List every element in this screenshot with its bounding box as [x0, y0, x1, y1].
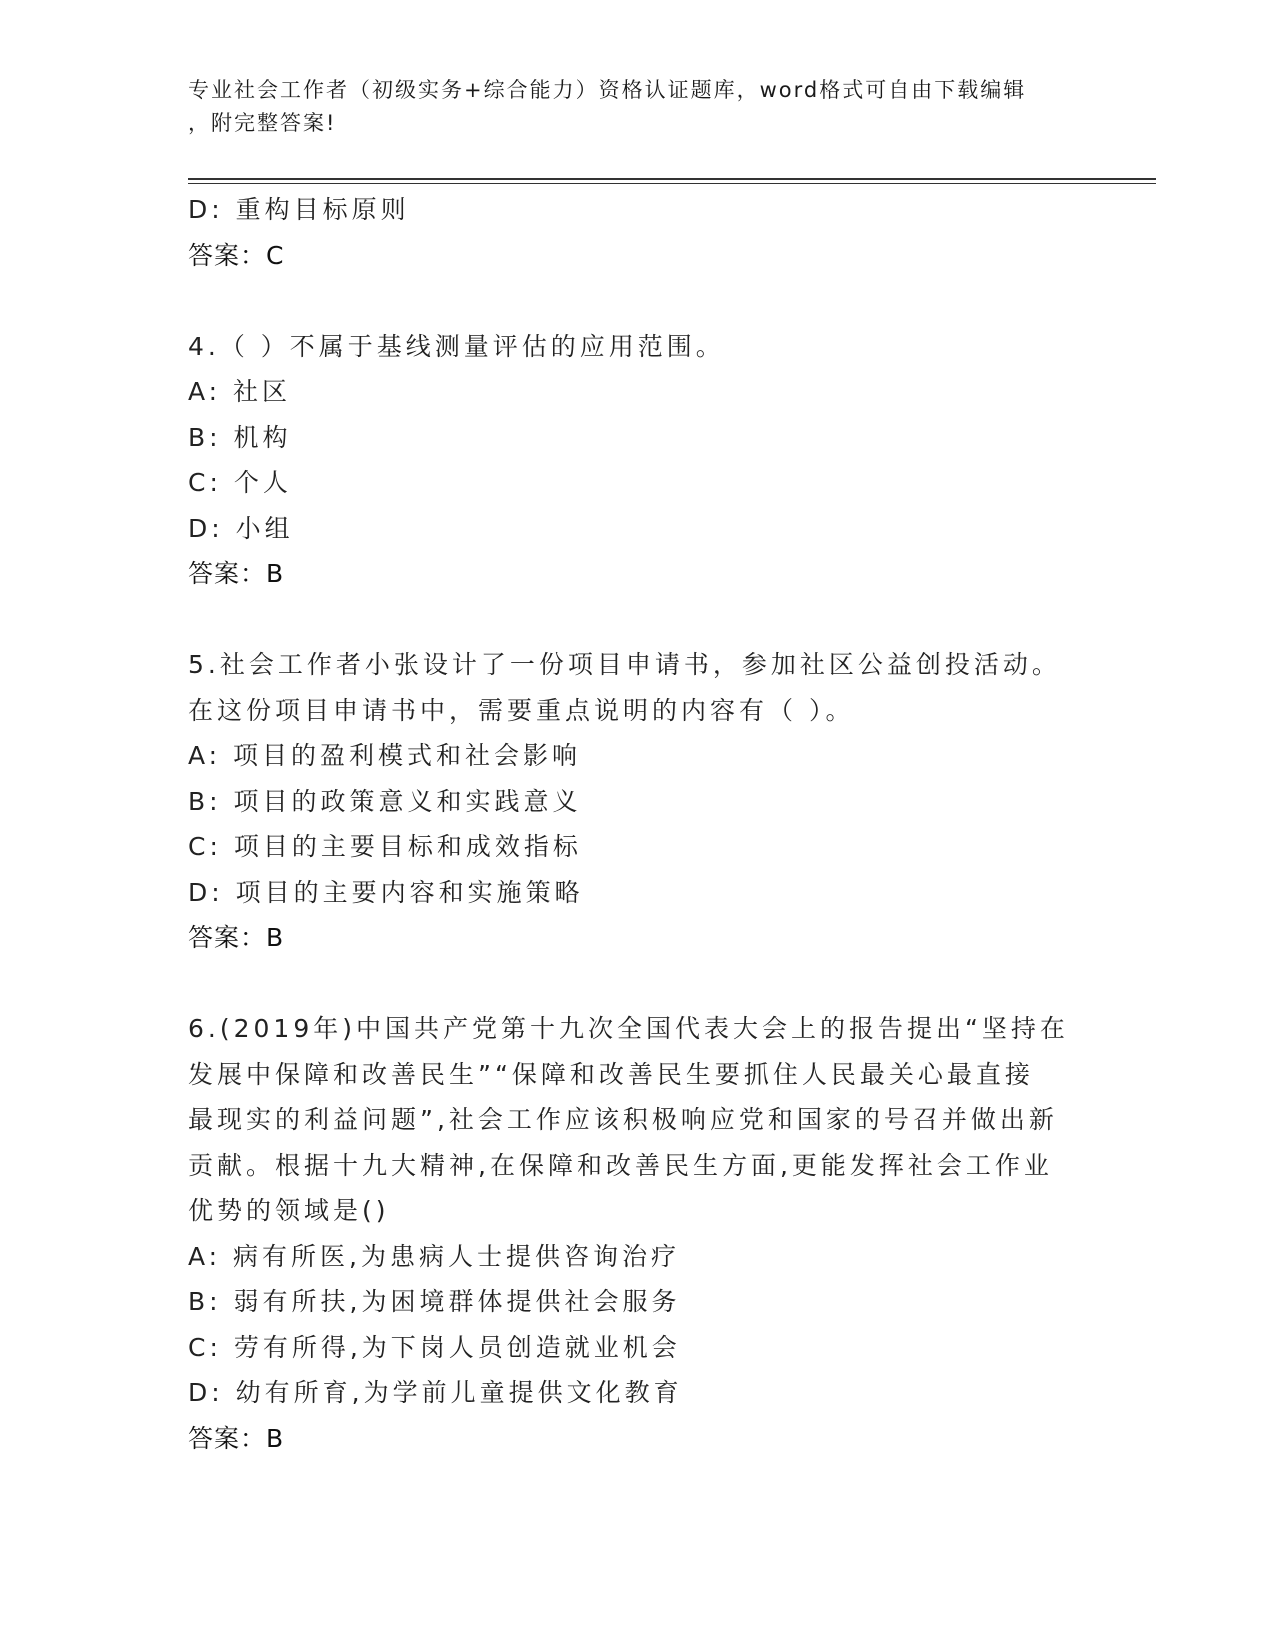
question-stem: 贡献。根据十九大精神,在保障和改善民生方面,更能发挥社会工作业	[188, 1150, 1053, 1180]
option-d: D: 项目的主要内容和实施策略	[188, 877, 584, 907]
spacer	[188, 597, 1088, 643]
option-b: B: 项目的政策意义和实践意义	[188, 786, 582, 816]
document-header	[188, 74, 1088, 140]
option-d: D: 小组	[188, 513, 294, 543]
answer-line: 答案：C	[188, 240, 285, 270]
answer-line: 答案：B	[188, 1423, 285, 1453]
question-4	[188, 324, 1088, 597]
question-list	[188, 187, 1088, 1461]
option-a: A: 社区	[188, 377, 292, 406]
answer-line: 答案：B	[188, 559, 285, 588]
option-a: A: 项目的盈利模式和社会影响	[188, 741, 582, 770]
option-c: C: 项目的主要目标和成效指标	[188, 832, 582, 861]
option-a: A: 病有所医,为患病人士提供咨询治疗	[188, 1241, 680, 1271]
option-b: B: 弱有所扶,为困境群体提供社会服务	[188, 1287, 681, 1316]
option-b: B: 机构	[188, 422, 292, 452]
header-rule-thin	[188, 183, 1156, 184]
option-c: C: 个人	[188, 468, 292, 497]
answer-line: 答案：B	[188, 923, 285, 952]
question-stem: 5.社会工作者小张设计了一份项目申请书，参加社区公益创投活动。	[188, 650, 1061, 679]
spacer	[188, 278, 1088, 324]
header-line-1: 专业社会工作者（初级实务+综合能力）资格认证题库，word格式可自由下载编辑	[188, 78, 1027, 102]
question-stem: 在这份项目申请书中，需要重点说明的内容有（ ）。	[188, 695, 855, 725]
option-d: D: 重构目标原则	[188, 195, 410, 224]
question-stem: 最现实的利益问题”,社会工作应该积极响应党和国家的号召并做出新	[188, 1105, 1058, 1134]
question-stem: 4.（ ）不属于基线测量评估的应用范围。	[188, 331, 725, 361]
option-c: C: 劳有所得,为下岗人员创造就业机会	[188, 1332, 681, 1362]
question-6	[188, 1006, 1088, 1461]
spacer	[188, 961, 1088, 1007]
question-stem: 优势的领域是()	[188, 1196, 390, 1225]
header-rule	[188, 178, 1156, 180]
question-stem: 发展中保障和改善民生”“保障和改善民生要抓住人民最关心最直接	[188, 1059, 1034, 1089]
option-d: D: 幼有所育,为学前儿童提供文化教育	[188, 1378, 683, 1407]
question-stem: 6.(2019年)中国共产党第十九次全国代表大会上的报告提出“坚持在	[188, 1014, 1069, 1043]
question-5	[188, 642, 1088, 961]
header-line-2: ，附完整答案!	[188, 111, 337, 135]
